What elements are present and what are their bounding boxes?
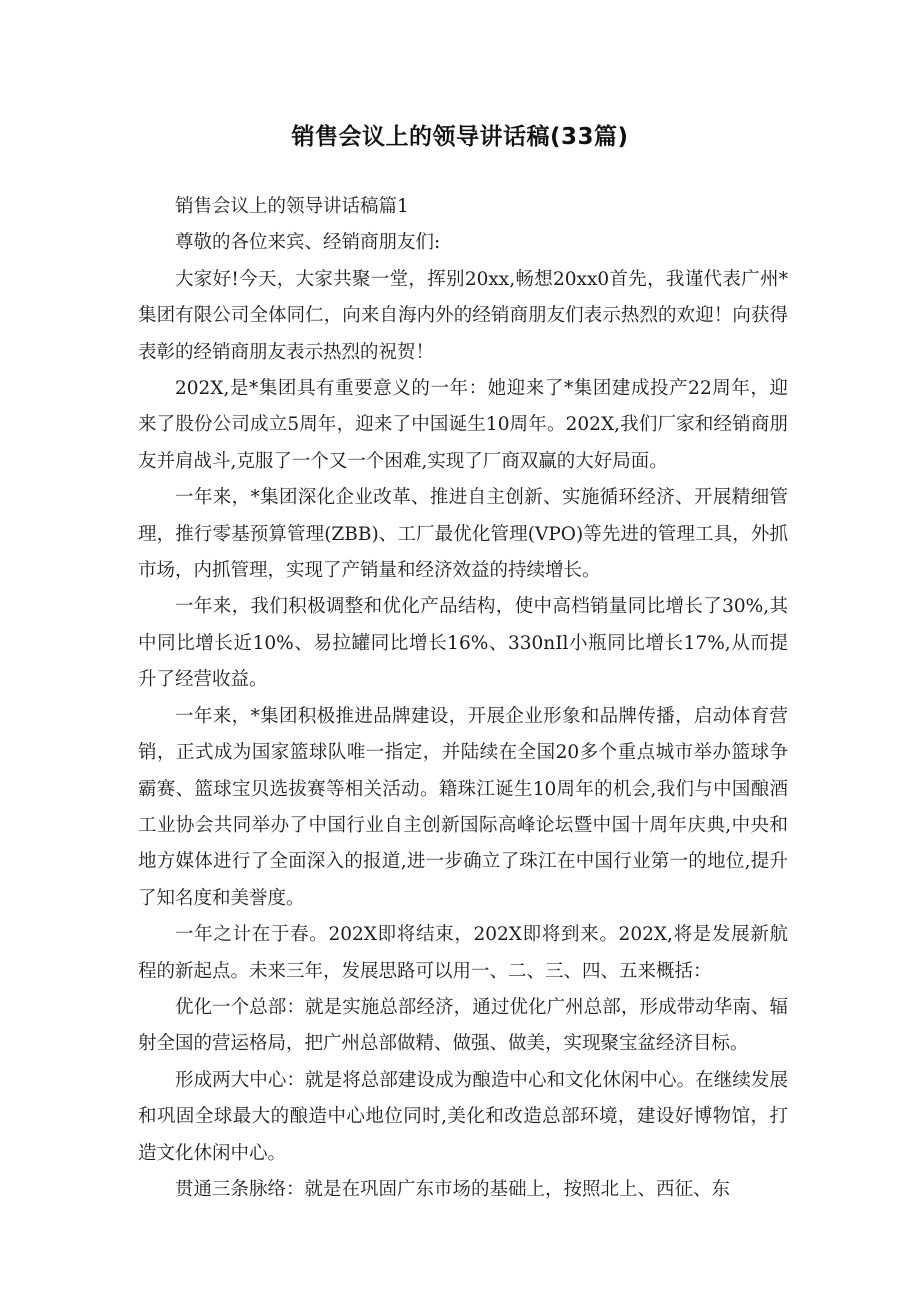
paragraph: 大家好!今天，大家共聚一堂，挥别20xx,畅想20xx0首先，我谨代表广州*集团有限公司全体同仁，向来自海内外的经销商朋友们表示热烈的欢迎！向获得表彰的经销商朋友表示热烈的祝贺！ [138,268,788,363]
paragraph: 贯通三条脉络：就是在巩固广东市场的基础上，按照北上、西征、东 [175,1178,731,1200]
paragraph: 一年来，我们积极调整和优化产品结构，使中高档销量同比增长了30%,其中同比增长近10%、易拉罐同比增长16%、330nIl小瓶同比增长17%,从而提升了经营收益。 [138,596,788,691]
paragraph: 一年之计在于春。202X即将结束，202X即将到来。202X,将是发展新航程的新起点。未来三年，发展思路可以用一、二、三、四、五来概括： [138,924,788,982]
section-heading: 销售会议上的领导讲话稿篇1 [175,196,409,217]
paragraph: 形成两大中心：就是将总部建设成为酿造中心和文化休闲中心。在继续发展和巩固全球最大的酿造中心地位同时,美化和改造总部环境，建设好博物馆，打造文化休闲中心。 [138,1069,788,1164]
document-title: 销售会议上的领导讲话稿(33篇) [291,124,629,150]
paragraph: 202X,是*集团具有重要意义的一年：她迎来了*集团建成投产22周年，迎来了股份公司成立5周年，迎来了中国诞生10周年。202X,我们厂家和经销商朋友并肩战斗,克服了一个又一个困难,实现了厂商双赢的大好局面。 [138,378,788,472]
paragraph: 一年来，*集团深化企业改革、推进自主创新、实施循环经济、开展精细管理，推行零基预算管理(ZBB)、工厂最优化管理(VPO)等先进的管理工具，外抓市场，内抓管理，实现了产销量和经济效益的持续增长。 [138,487,788,582]
paragraph: 优化一个总部：就是实施总部经济，通过优化广州总部，形成带动华南、辐射全国的营运格局，把广州总部做精、做强、做美，实现聚宝盆经济目标。 [138,996,788,1055]
salutation: 尊敬的各位来宾、经销商朋友们: [175,232,441,254]
paragraph: 一年来，*集团积极推进品牌建设，开展企业形象和品牌传播，启动体育营销，正式成为国家篮球队唯一指定，并陆续在全国20多个重点城市举办篮球争霸赛、篮球宝贝选拔赛等相关活动。籍珠江诞生10周年的机会,我们与中国酿酒工业协会共同举办了中国行业自主创新国际高峰论坛暨中国十周年庆典,中央和地方媒体进行了全面深入的报道,进一步确立了珠江在中国行业第一的地位,提升了知名度和美誉度。 [138,705,788,909]
document-body [138,189,788,1208]
